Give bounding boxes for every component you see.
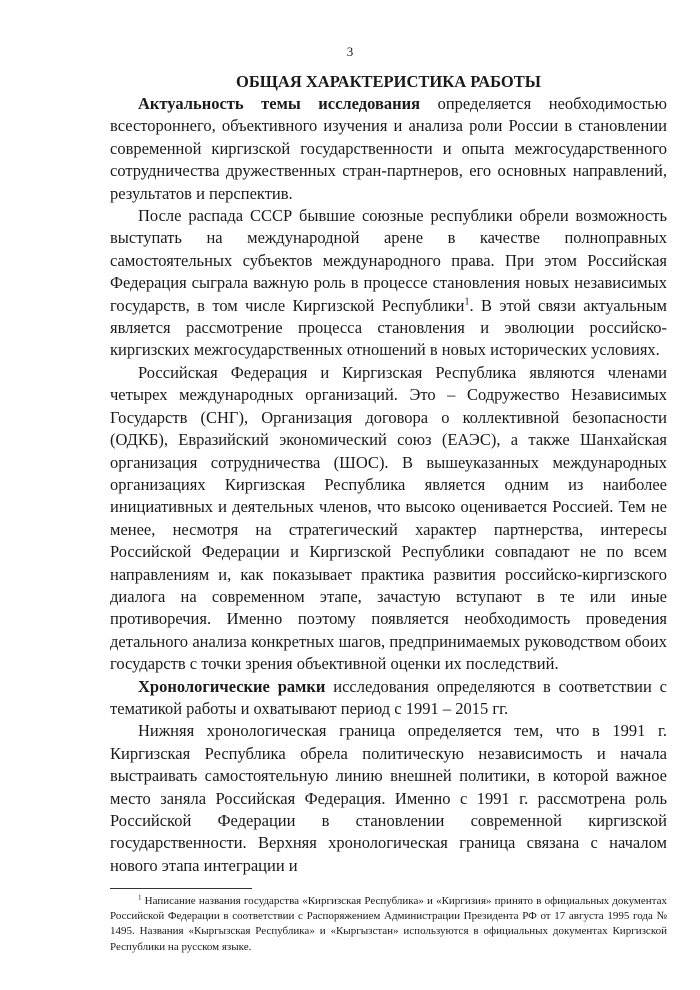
paragraph-text: После распада СССР бывшие союзные республики обрели возможность выступать на международной арене в качестве полноправных самостоятельных субъектов международного права. При этом Российская Федерация сыграла важную роль в процессе становления новых независимых государств, в том числе Киргизской Республики [110,206,667,315]
paragraph-text: . В этой связи актуальным является рассмотрение процесса становления и эволюции российско-киргизских межгосударственных отношений в новых исторических условиях. [110,295,667,360]
footnote-divider [110,888,252,889]
section-heading: ОБЩАЯ ХАРАКТЕРИСТИКА РАБОТЫ [236,72,541,91]
footnote-text: Написание названия государства «Киргизская Республика» и «Киргизия» принято в официальных документах Российской Федерации в соответствии с Распоряжением Администрации Президента РФ от 17 августа 1995 года № 1495. Названия «Кыргызская Республика» и «Кыргызстан» используются в официальных документах Киргизской Республики на русском языке. [110,895,667,953]
paragraph-text: исследования определяются в соответствии с тематикой работы и охватывают период с 1991 – 2015 гг. [110,676,667,718]
paragraph-relevance [110,93,667,205]
footnote [110,894,667,955]
footnote-marker: 1 [138,893,142,902]
paragraph-text: Российская Федерация и Киргизская Республика являются членами четырех международных организаций. Это – Содружество Независимых Государств (СНГ), Организация договора о коллективной безопасности (ОДКБ), Евразийский экономический союз (ЕАЭС), а также Шанхайская организация сотрудничества (ШОС). В вышеуказанных международных организациях Киргизская Республика является одним из наиболее инициативных и деятельных членов, что высоко оценивается Россией. Тем не менее, несмотря на стратегический характер партнерства, интересы Российской Федерации и Киргизской Республики совпадают не по всем направлениям и, как показывает практика развития российско-киргизского диалога на современном этапе, зачастую вступают в те или иные противоречия. Именно поэтому появляется необходимость проведения детального анализа конкретных шагов, предпринимаемых руководством обоих государств с точки зрения объективной оценки их последствий. [110,362,667,674]
paragraph-lead: Актуальность темы исследования [138,94,421,113]
paragraph-lead: Хронологические рамки [138,676,326,696]
page-number: 3 [346,44,354,59]
paragraph-lower-bound [110,720,667,877]
document-body [110,70,667,877]
paragraph-text: Нижняя хронологическая граница определяется тем, что в 1991 г. Киргизская Республика обрела политическую независимость и начала выстраивать самостоятельную линию внешней политики, в которой важное место заняла Российская Федерация. Именно с 1991 г. рассмотрена роль Российской Федерации в становлении современной киргизской государственности. Верхняя хронологическая граница связана с началом нового этапа интеграции и [110,721,667,875]
footnote-reference[interactable]: 1 [464,296,470,308]
paragraph-ussr-collapse [110,205,667,362]
paragraph-organizations [110,362,667,676]
paragraph-chronology [110,676,667,721]
paragraph-text: определяется необходимостью всестороннего, объективного изучения и анализа роли России в становлении современной киргизской государственности и опыта межгосударственного сотрудничества дружественных стран-партнеров, его основных направлений, результатов и перспектив. [110,94,668,203]
